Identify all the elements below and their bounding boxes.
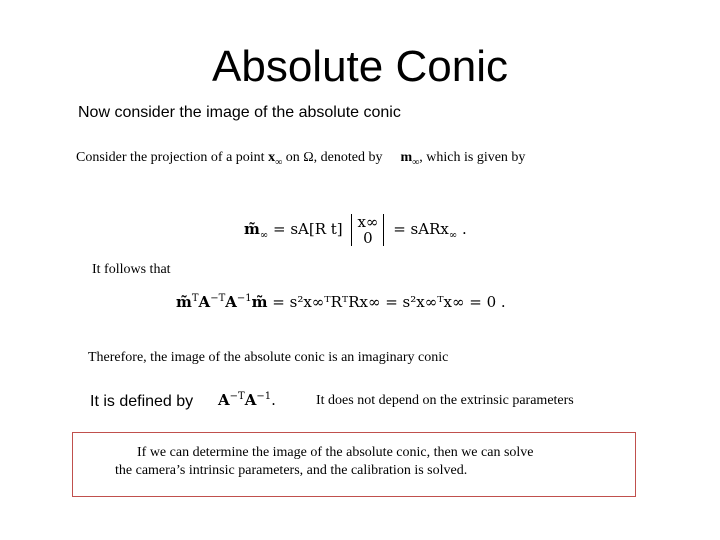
consider-suffix: , which is given by bbox=[419, 150, 526, 165]
consider-prefix: Consider the projection of a point bbox=[76, 150, 269, 165]
conic-equation bbox=[176, 293, 506, 311]
conclusion-box bbox=[72, 432, 636, 497]
eq1-end: . bbox=[457, 220, 467, 238]
conclusion-line-1: If we can determine the image of the absolute conic, then we can solve bbox=[137, 445, 534, 460]
conic-rhs: = s²x∞ᵀRᵀRx∞ = s²x∞ᵀx∞ = 0 . bbox=[272, 293, 506, 311]
follows-text: It follows that bbox=[92, 262, 171, 277]
slide-title: Absolute Conic bbox=[212, 42, 508, 91]
defined-label: It is defined by bbox=[90, 393, 194, 410]
vector-bottom: 0 bbox=[363, 229, 373, 247]
conclusion-line-2: the camera’s intrinsic parameters, and the calibration is solved. bbox=[115, 463, 468, 478]
therefore-text: Therefore, the image of the absolute conic is an imaginary conic bbox=[88, 350, 449, 365]
consider-mid: on Ω, denoted by bbox=[282, 150, 383, 165]
projection-equation: $m̃_\infty = sA[R$ t] x∞ 0 = sARx$_\infty$ . bbox=[244, 213, 467, 247]
m-tilde-symbol: $m̃_\infty$ bbox=[244, 220, 269, 241]
slide-subtitle: Now consider the image of the absolute conic bbox=[78, 104, 401, 121]
eq1-rhs: = sARx bbox=[393, 220, 449, 238]
omega-matrix: $A^{-T}A^{-1}$. bbox=[218, 391, 276, 409]
m-infinity-symbol: m bbox=[400, 150, 413, 165]
extrinsic-note: It does not depend on the extrinsic parameters bbox=[316, 393, 574, 408]
homogeneous-vector bbox=[351, 214, 384, 246]
x-infinity-symbol: x bbox=[268, 150, 276, 165]
eq1-lhs: = sA[R t] bbox=[273, 220, 343, 238]
vector-top: x∞ bbox=[357, 213, 379, 231]
conic-lhs: $m̃^TA^{-T}A^{-1}m̃$ bbox=[176, 293, 268, 311]
consider-line: Consider the projection of a point $x_\infty$ on Ω, denoted by $m_\infty$, which is given by bbox=[76, 150, 526, 168]
